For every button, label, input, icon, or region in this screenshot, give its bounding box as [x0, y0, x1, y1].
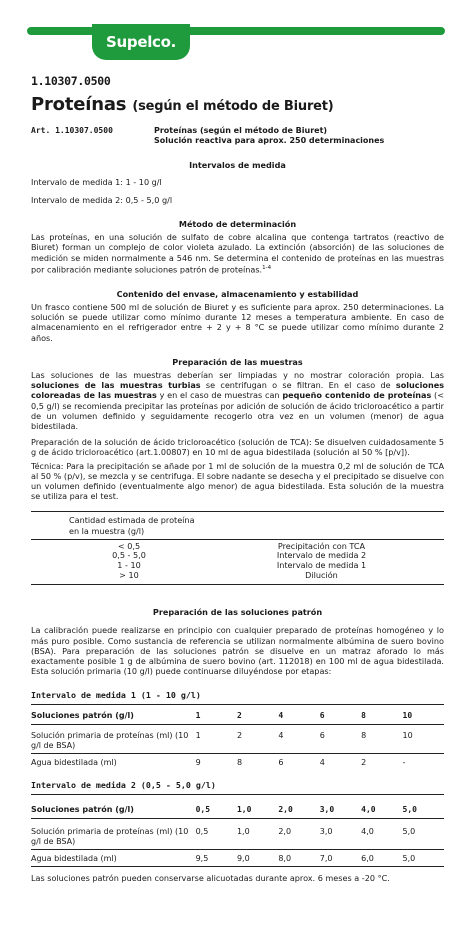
brand-banner: [0, 0, 474, 66]
sample-prep-text: Las soluciones de las muestras deberían ser limpiadas y no mostrar coloración propia. Las soluciones de las muestras turbias se centrifugan o se filtran. En el caso de soluciones coloreadas de las muestras y en el caso de muestras can pequeño contenido de proteínas (< 0,5 g/l) se recomienda precipitar las proteínas por adición de solución de ácido tricloroacético a partir de un volumen definido y seguidamente recogerlo otra vez en un volumen (menor) de agua bidestilada.: [31, 369, 445, 431]
document-body: [31, 68, 444, 884]
method-text: Las proteínas, en una solución de sulfato de cobre alcalina que contenga tartratos (reactivo de Biuret) forman un complejo de color violeta azulado. La extinción (absorción) de las soluciones de medición se miden normalmente a 546 nm. Se determina el contenido de proteínas en las muestras por calibración mediante soluciones patrón de proteínas.$^{1-4}$: [31, 232, 444, 275]
table-row: Soluciones patrón (g/l) 0,5 1,0 2,0 3,0 4,0 5,0: [31, 799, 444, 819]
footer-note: Las soluciones patrón pueden conservarse alicuotadas durante aprox. 6 meses a -20 °C.: [31, 873, 390, 884]
table2-title: Intervalo de medida 2 (0,5 - 5,0 g/l): [31, 780, 444, 794]
quantity-row: 1 - 10 Intervalo de medida 1: [117, 559, 367, 570]
sample-prep-heading: Preparación de las muestras: [172, 356, 303, 367]
contents-text: Un frasco contiene 500 ml de solución de Biuret y es suficiente para aprox. 250 determinaciones. La solución se puede utilizar como mínimo durante 12 meses a temperatura ambiente. En caso de almacenamiento en el refrigerador entre + 2 y + 8 °C se puede utilizar como mínimo durante 2 años.: [31, 301, 444, 343]
ranges-heading: Intervalos de medida: [189, 160, 286, 171]
quantity-row: < 0,5 Precipitación con TCA: [117, 540, 366, 551]
table-row: Solución primaria de proteínas (ml) (10 g/l de BSA) 1 2 4 6 8 10: [31, 724, 444, 753]
article-code: 1.10307.0500: [31, 74, 111, 88]
range-2: Intervalo de medida 2: 0,5 - 5,0 g/l: [31, 194, 173, 205]
page-title: [31, 94, 444, 116]
article-line-1: Proteínas (según el método de Biuret): [154, 126, 328, 136]
table-row: Solución primaria de proteínas (ml) (10 g/l de BSA) 0,5 1,0 2,0 3,0 4,0 5,0: [31, 818, 444, 849]
quantity-table-rule: [31, 539, 444, 540]
title-sub: (según el método de Biuret): [132, 99, 334, 115]
table-row: Soluciones patrón (g/l) 1 2 4 6 8 10: [31, 709, 444, 725]
supelco-logo: Supelco.: [92, 24, 190, 60]
technique-text: Técnica: Para la precipitación se añade por 1 ml de solución de la muestra 0,2 ml de solución de TCA al 50 % (p/v), se mezcla y se centrifuga. El sobre nadante se desecha y el precipitado se disuelve con un volumen definido (eventualmente algo menor) de agua bidestilada. Esta solución de la muestra se utiliza para el test.: [31, 460, 444, 502]
quantity-table-rows: [31, 542, 444, 580]
contents-heading: Contenido del envase, almacenamiento y estabilidad: [116, 288, 359, 299]
table-row: Agua bidestilada (ml) 9,5 9,0 8,0 7,0 6,0 5,0: [31, 850, 444, 867]
table1-title: Intervalo de medida 1 (1 - 10 g/l): [31, 690, 444, 704]
brand-bar: [27, 27, 445, 35]
quantity-table-header: [31, 511, 444, 535]
tca-preparation-text: Preparación de la solución de ácido tricloroacético (solución de TCA): Se disuelven cuidadosamente 5 g de ácido tricloroacético (art.1.00807) en 10 ml de agua bidestilada (solución al 50 % [p/v]).: [31, 437, 444, 458]
method-heading: Método de determinación: [178, 219, 297, 230]
table2: [31, 799, 444, 868]
title-main: Proteínas: [31, 94, 127, 116]
article-line-2: Solución reactiva para aprox. 250 determinaciones: [154, 136, 385, 146]
quantity-header-label: Cantidad estimada de proteína en la muestra (g/l): [69, 515, 195, 536]
article-info: [31, 126, 444, 146]
article-description: [154, 126, 384, 146]
range-1: Intervalo de medida 1: 1 - 10 g/l: [31, 176, 162, 187]
table1: [31, 709, 444, 771]
standards-text: La calibración puede realizarse en principio con cualquier preparado de proteínas homogéneo y lo más puro posible. Como sustancia de referencia se utilizan normalmente albúmina de suero bovino (BSA). Para preparación de las soluciones patrón se disuelve en un matraz aforado lo más exactamente posible 1 g de albúmina de suero bovino (art. 112018) en 100 ml de agua bidestilada. Esta solución primaria (10 g/l) puede continuarse diluyéndose por etapas:: [31, 625, 444, 677]
standards-heading: Preparación de las soluciones patrón: [152, 607, 323, 618]
article-label: Art. 1.10307.0500: [31, 126, 113, 136]
table-row: Agua bidestilada (ml) 9 8 6 4 2 -: [31, 758, 406, 768]
quantity-table-end-rule: [31, 584, 444, 585]
quantity-row: > 10 Dilución: [119, 569, 338, 580]
quantity-row: 0,5 - 5,0 Intervalo de medida 2: [112, 550, 367, 561]
method-reference: 1-4: [262, 264, 272, 271]
